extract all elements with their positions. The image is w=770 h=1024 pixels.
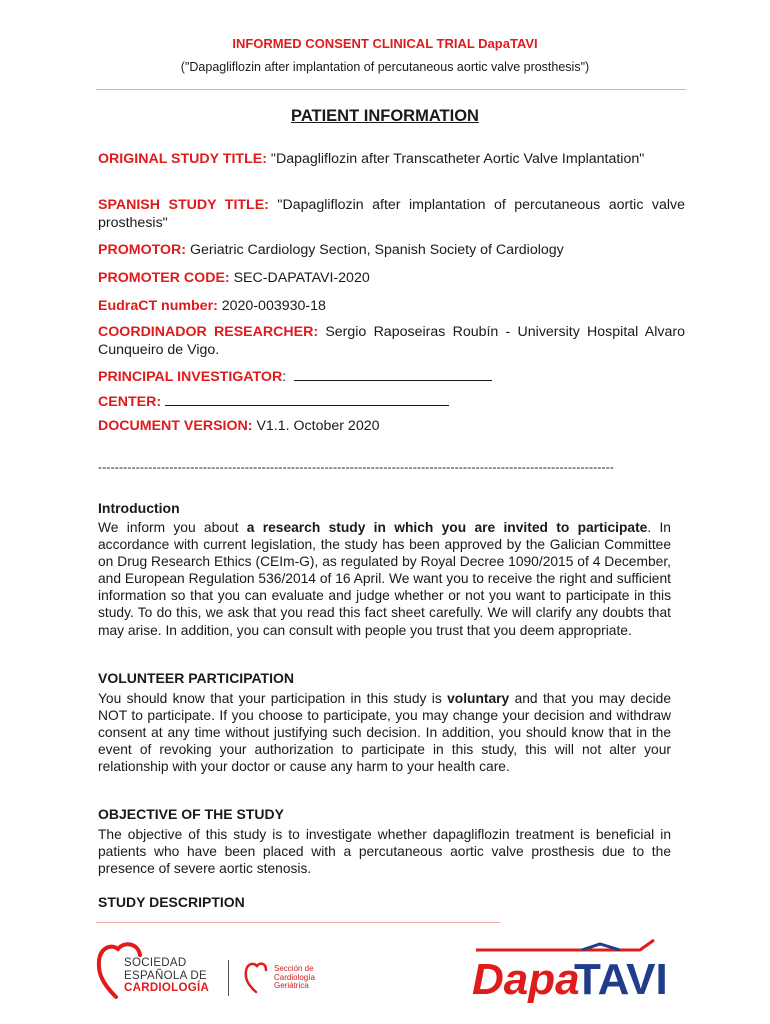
objective-paragraph: The objective of this study is to investigate whether dapagliflozin treatment is beneficial in patients who have been placed with a percutaneous aortic valve prosthesis due to the presence of severe aortic stenosis. (98, 827, 671, 877)
promotor-value: Geriatric Cardiology Section, Spanish Society of Cardiology (189, 242, 564, 258)
introduction-text-bold: a research study in which you are invited to participate (246, 520, 648, 535)
introduction-text-pre: We inform you about (98, 520, 247, 535)
center-label: CENTER: (98, 394, 162, 410)
introduction-heading: Introduction (98, 500, 180, 516)
introduction-text-post: . In accordance with current legislation, the study has been approved by the Galician Committee on Drug Research Ethics (CEIm-G), as regulated by Royal Decree 1090/2015 of 4 December, and European Regulation 536/2014 of 16 April. We want you to receive the right and sufficient information so that you can evaluate and judge whether or not you want to participate in this study. To do this, we ask that you read this fact sheet carefully. We will clarify any doubts that may arise. In addition, you can consult with people you trust that you deem appropriate. (98, 520, 671, 638)
geriatric-line1: Sección de (274, 964, 314, 973)
sec-logo-line2: ESPAÑOLA DE (124, 969, 207, 982)
study-description-heading: STUDY DESCRIPTION (98, 894, 245, 910)
volunteer-paragraph (98, 690, 671, 775)
dashed-divider: --------------------------------------------------------------------------------------------------------------------------- (98, 460, 615, 474)
dapatavi-logo-graphic (470, 936, 666, 1004)
promoter-code-field (98, 269, 685, 287)
spanish-study-title-field (98, 196, 685, 232)
volunteer-heading: VOLUNTEER PARTICIPATION (98, 670, 294, 686)
eudract-value: 2020-003930-18 (221, 298, 326, 314)
spanish-study-title-label: SPANISH STUDY TITLE: (98, 197, 269, 213)
original-study-title-field (98, 150, 685, 168)
logo-separator (228, 960, 229, 996)
svg-text:Dapa: Dapa (472, 955, 580, 1004)
original-study-title-value: "Dapagliflozin after Transcatheter Aortic Valve Implantation" (270, 151, 645, 167)
coordinator-field (98, 323, 685, 359)
header-divider (96, 89, 686, 90)
original-study-title-label: ORIGINAL STUDY TITLE: (98, 151, 267, 167)
volunteer-text-bold: voluntary (447, 691, 510, 706)
promotor-field (98, 241, 685, 259)
sec-logo-line3: CARDIOLOGÍA (124, 982, 210, 994)
page-title: PATIENT INFORMATION (291, 107, 479, 125)
footer-divider (96, 922, 500, 923)
document-header-subtitle: ("Dapagliflozin after implantation of percutaneous aortic valve prosthesis") (180, 60, 590, 74)
dapatavi-logo (470, 936, 666, 1004)
volunteer-text-post: and that you may decide NOT to participate. If you choose to participate, you may change your decision and withdraw consent at any time without justifying such decision. In addition, you should know that in the event of revoking your authorization to participate in this study, this will not alter your relationship with your doctor or cause any harm to your health care. (98, 691, 671, 775)
geriatric-line2: Cardiología (274, 972, 315, 982)
sec-logo (96, 937, 216, 1003)
sec-logo-text (124, 957, 224, 995)
coordinator-label: COORDINADOR RESEARCHER: (98, 324, 319, 340)
geriatric-section-logo (244, 958, 339, 1004)
promoter-code-label: PROMOTER CODE: (98, 270, 230, 286)
principal-investigator-field (98, 367, 685, 386)
principal-investigator-blank (294, 367, 492, 381)
eudract-field (98, 297, 685, 315)
principal-investigator-colon: : (282, 369, 287, 385)
document-version-label: DOCUMENT VERSION: (98, 418, 253, 434)
spanish-study-title-value: "Dapagliflozin after implantation of percutaneous aortic valve prosthesis" (98, 197, 686, 231)
svg-text:TAVI: TAVI (574, 955, 666, 1004)
geriatric-section-text (274, 965, 344, 991)
promotor-label: PROMOTOR: (98, 242, 187, 258)
principal-investigator-label: PRINCIPAL INVESTIGATOR (98, 369, 283, 385)
center-field (98, 392, 685, 411)
eudract-label: EudraCT number: (98, 298, 218, 314)
geriatric-line3: Geriátrica (274, 981, 309, 990)
objective-heading: OBJECTIVE OF THE STUDY (98, 806, 284, 822)
promoter-code-value: SEC-DAPATAVI-2020 (233, 270, 370, 286)
document-version-field (98, 417, 685, 435)
document-header-title: INFORMED CONSENT CLINICAL TRIAL DapaTAVI (232, 36, 538, 51)
document-version-value: V1.1. October 2020 (256, 418, 380, 434)
coordinator-value: Sergio Raposeiras Roubín - University Hospital Alvaro Cunqueiro de Vigo. (98, 324, 685, 358)
sec-logo-line1: SOCIEDAD (124, 957, 187, 969)
center-blank (165, 392, 449, 406)
geriatric-heart-icon (244, 960, 268, 994)
introduction-paragraph (98, 519, 671, 639)
volunteer-text-pre: You should know that your participation in this study is (98, 691, 448, 706)
